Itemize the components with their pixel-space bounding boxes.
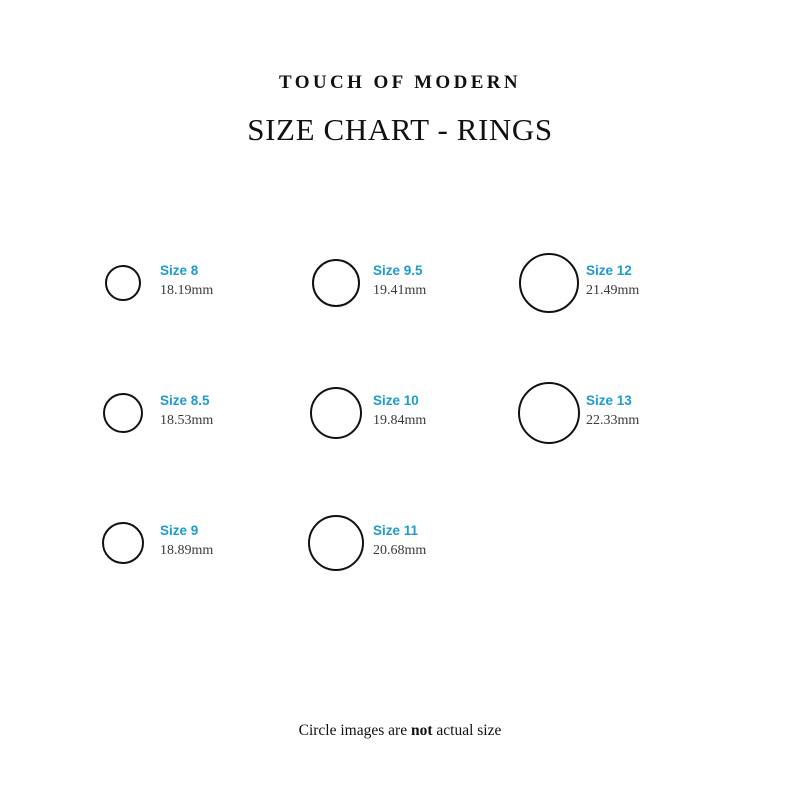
ring-size-mm: 21.49mm [586, 283, 640, 299]
footnote [0, 722, 800, 740]
ring-item [301, 378, 514, 508]
ring-circle-icon [308, 515, 364, 571]
ring-size-mm: 19.41mm [373, 283, 427, 299]
ring-label [584, 248, 639, 301]
ring-item [301, 508, 514, 638]
ring-row [88, 248, 728, 378]
ring-item [88, 248, 301, 378]
ring-size-mm: 22.33mm [586, 413, 640, 429]
ring-circle-icon [103, 393, 143, 433]
ring-label [371, 248, 426, 301]
ring-circle-wrap [301, 508, 371, 578]
ring-size-grid [88, 248, 728, 638]
ring-circle-icon [518, 382, 580, 444]
ring-label [158, 508, 213, 561]
ring-item [514, 248, 727, 378]
ring-label [158, 248, 213, 301]
ring-circle-wrap [88, 508, 158, 578]
ring-item [88, 508, 301, 638]
ring-label [584, 378, 639, 431]
brand-wordmark: TOUCH OF MODERN [278, 72, 522, 93]
ring-row [88, 508, 728, 638]
ring-circle-icon [102, 522, 144, 564]
ring-item [514, 378, 727, 508]
ring-circle-wrap [88, 378, 158, 448]
page-title: SIZE CHART - RINGS [247, 112, 553, 147]
ring-circle-icon [310, 387, 362, 439]
footnote-after: actual size [432, 722, 502, 739]
ring-circle-wrap [301, 248, 371, 318]
ring-size-mm: 20.68mm [373, 543, 427, 559]
ring-circle-wrap [514, 248, 584, 318]
ring-size-name: Size 9.5 [373, 263, 423, 278]
ring-circle-wrap [514, 378, 584, 448]
ring-size-mm: 18.53mm [160, 413, 214, 429]
ring-size-name: Size 13 [586, 393, 632, 408]
ring-circle-icon [105, 265, 141, 301]
ring-label [158, 378, 213, 431]
ring-item [301, 248, 514, 378]
ring-item [88, 378, 301, 508]
ring-size-name: Size 8 [160, 263, 199, 278]
ring-row [88, 378, 728, 508]
ring-size-mm: 18.89mm [160, 543, 214, 559]
ring-circle-wrap [88, 248, 158, 318]
ring-label [371, 508, 426, 561]
ring-circle-icon [519, 253, 579, 313]
ring-size-name: Size 11 [373, 523, 419, 538]
footnote-before: Circle images are [298, 722, 411, 739]
ring-size-mm: 19.84mm [373, 413, 427, 429]
ring-size-mm: 18.19mm [160, 283, 214, 299]
footnote-emphasis: not [410, 722, 433, 739]
ring-circle-icon [312, 259, 360, 307]
ring-size-name: Size 10 [373, 393, 419, 408]
ring-size-name: Size 9 [160, 523, 199, 538]
ring-size-name: Size 8.5 [160, 393, 210, 408]
ring-label [371, 378, 426, 431]
ring-circle-wrap [301, 378, 371, 448]
ring-size-name: Size 12 [586, 263, 632, 278]
